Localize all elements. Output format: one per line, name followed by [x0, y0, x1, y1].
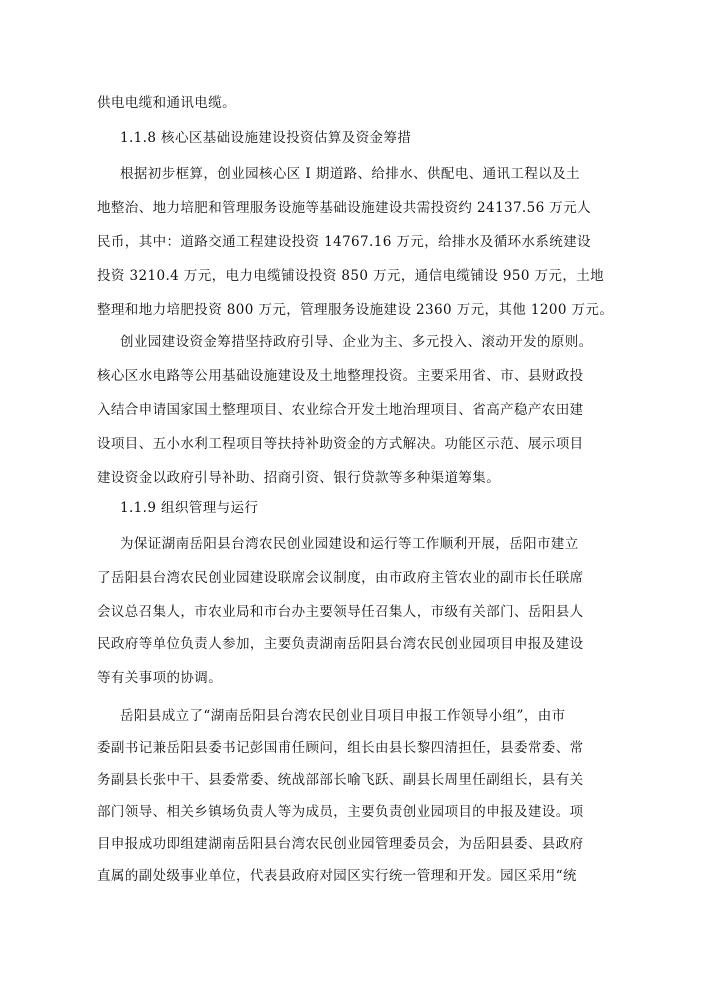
text-line: 直属的副处级事业单位，代表县政府对园区实行统一管理和开发。园区采用“统 — [97, 868, 577, 884]
text-line: 等有关事项的协调。 — [97, 670, 223, 686]
text-line: 了岳阳县台湾农民创业园建设联席会议制度，由市政府主管农业的副市长任联席 — [97, 570, 584, 586]
text-line: 部门领导、相关乡镇场负责人等为成员，主要负责创业园项目的申报及建设。项 — [97, 804, 584, 820]
text-line: 根据初步框算，创业园核心区 I 期道路、给排水、供配电、通讯工程以及土 — [120, 166, 580, 182]
text-line: 地整治、地力培肥和管理服务设施等基础设施建设共需投资约 24137.56 万元人 — [97, 200, 591, 216]
text-line: 为保证湖南岳阳县台湾农民创业园建设和运行等工作顺利开展，岳阳市建立 — [120, 536, 579, 552]
text-line: 目申报成功即组建湖南岳阳县台湾农民创业园管理委员会，为岳阳县委、县政府 — [97, 836, 584, 852]
text-line: 建设资金以政府引导补助、招商引资、银行贷款等多种渠道筹集。 — [97, 470, 501, 486]
text-line: 整理和地力培肥投资 800 万元，管理服务设施建设 2360 万元，其他 1200 万元。 — [97, 302, 614, 318]
text-line: 岳阳县成立了“湖南岳阳县台湾农民创业目项目申报工作领导小组”，由市 — [120, 708, 566, 724]
text-line: 民政府等单位负责人参加，主要负责湖南岳阳县台湾农民创业园项目申报及建设 — [97, 636, 584, 652]
text-line: 务副县长张中干、县委常委、统战部部长喻飞跃、副县长周里任副组长，县有关 — [97, 772, 584, 788]
text-line: 核心区水电路等公用基础设施建设及土地整理投资。主要采用省、市、县财政投 — [97, 368, 584, 384]
text-line: 创业园建设资金筹措坚持政府引导、企业为主、多元投入、滚动开发的原则。 — [120, 334, 593, 350]
text-line: 设项目、五小水利工程项目等扶持补助资金的方式解决。功能区示范、展示项目 — [97, 436, 584, 452]
text-line: 民币，其中：道路交通工程建设投资 14767.16 万元，给排水及循环水系统建设 — [97, 234, 591, 250]
text-line: 投资 3210.4 万元，电力电缆铺设投资 850 万元，通信电缆铺设 950 万元，土地 — [97, 268, 605, 284]
text-line: 委副书记兼岳阳县委书记彭国甫任顾问，组长由县长黎四清担任，县委常委、常 — [97, 740, 584, 756]
section-heading-1-1-8: 1.1.8 核心区基础设施建设投资估算及资金筹措 — [120, 130, 412, 146]
text-line: 入结合申请国家国土整理项目、农业综合开发土地治理项目、省高产稳产农田建 — [97, 402, 584, 418]
section-heading-1-1-9: 1.1.9 组织管理与运行 — [120, 500, 259, 516]
text-line: 会议总召集人，市农业局和市台办主要领导任召集人，市级有关部门、岳阳县人 — [97, 604, 584, 620]
text-line: 供电电缆和通讯电缆。 — [97, 95, 236, 111]
